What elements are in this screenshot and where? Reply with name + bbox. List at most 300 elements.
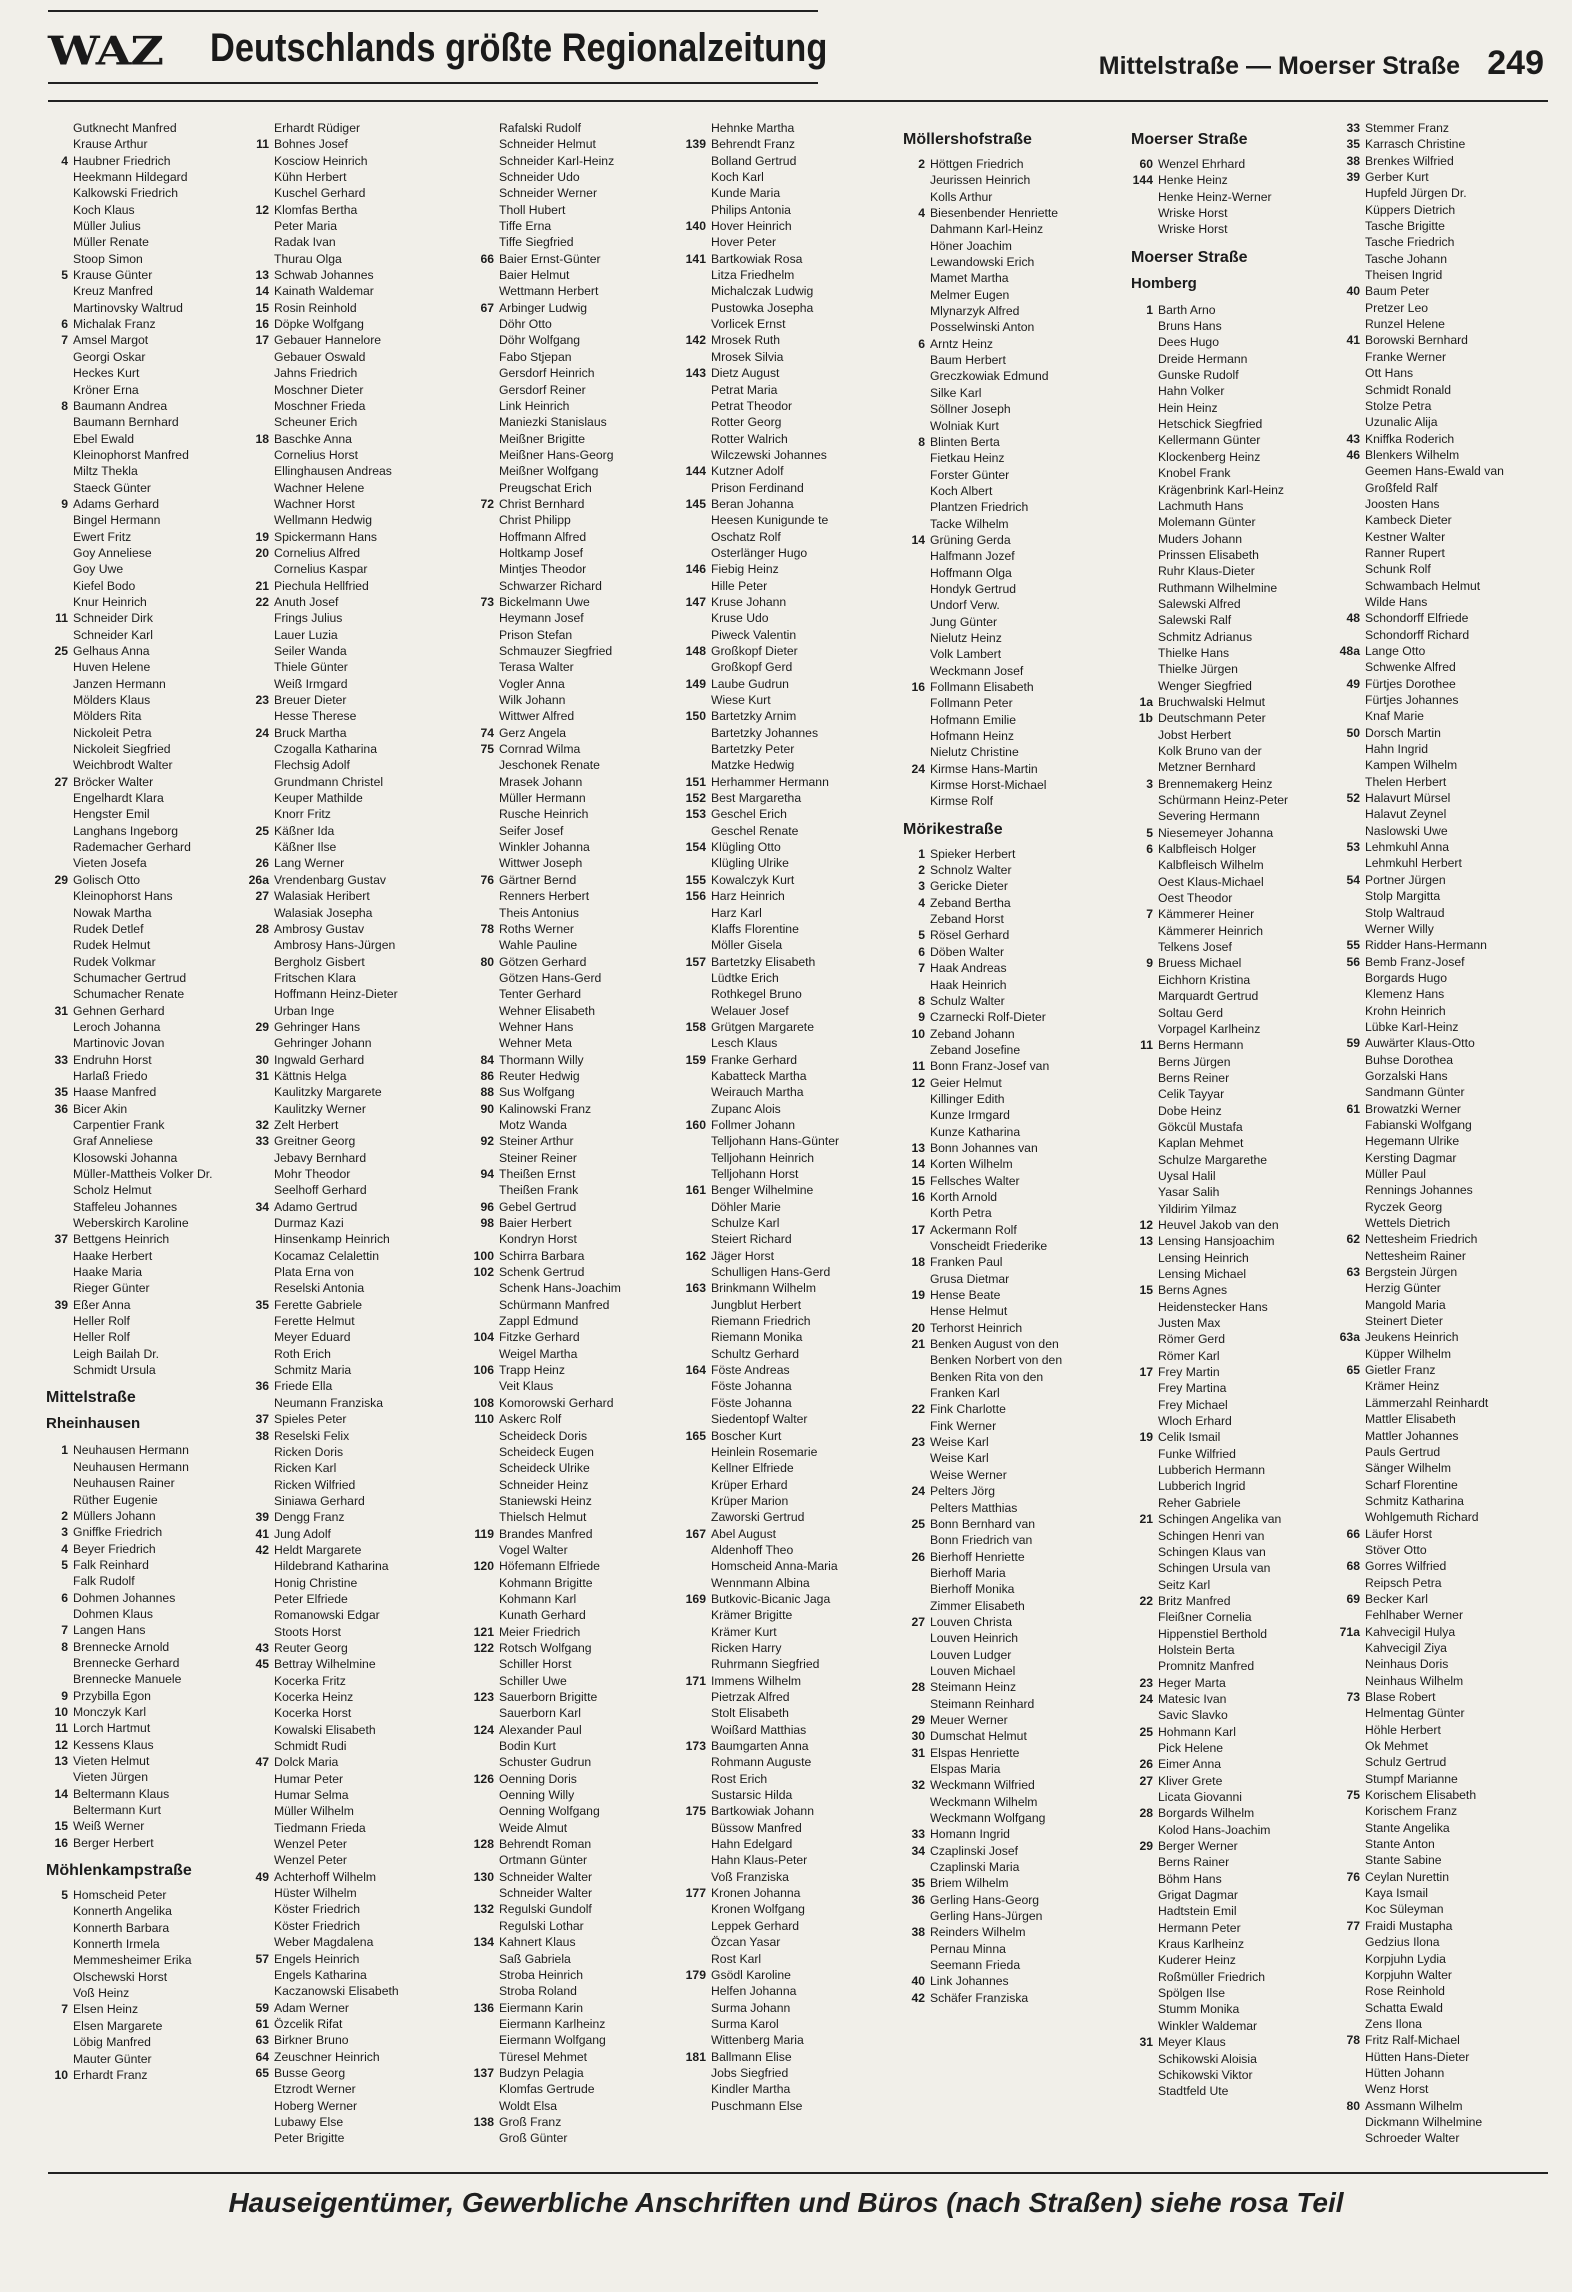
directory-entry	[1131, 988, 1288, 1004]
resident-name: Hüster Wilhelm	[274, 1886, 357, 1901]
resident-name: Gericke Dieter	[930, 879, 1008, 894]
house-number: 33	[1346, 121, 1360, 135]
directory-entry	[472, 708, 621, 724]
directory-entry	[472, 1509, 621, 1525]
directory-entry	[472, 300, 621, 316]
resident-name: Bettray Wilhelmine	[274, 1657, 376, 1672]
directory-entry	[903, 878, 1062, 894]
directory-entry	[247, 1934, 399, 1950]
resident-name: Hoffmann Alfred	[499, 529, 587, 544]
resident-name: Fabianski Wolfgang	[1365, 1117, 1472, 1132]
directory-entry	[1131, 939, 1288, 955]
resident-name: Hondyk Gertrud	[930, 581, 1017, 596]
directory-entry	[472, 1803, 621, 1819]
resident-name: Kuderer Heinz	[1158, 1953, 1236, 1968]
directory-entry	[46, 1818, 213, 1834]
resident-name: Krause Günter	[73, 268, 153, 283]
resident-name: Rotter Walrich	[711, 431, 788, 446]
resident-name: Haase Manfred	[73, 1085, 157, 1100]
resident-name: Stumm Monika	[1158, 2002, 1240, 2017]
house-number: 155	[685, 872, 706, 887]
resident-name: Staniewski Heinz	[499, 1493, 592, 1508]
directory-entry	[1338, 1820, 1504, 1836]
resident-name: Metzner Bernhard	[1158, 760, 1256, 775]
directory-entry	[46, 1655, 213, 1671]
resident-name: Fehlhaber Werner	[1365, 1608, 1463, 1623]
directory-entry	[247, 1264, 399, 1280]
waz-logo: WAZ	[48, 28, 163, 74]
house-number: 140	[685, 219, 706, 234]
resident-name: Bonn Friedrich van	[930, 1533, 1033, 1548]
directory-entry	[903, 1467, 1062, 1483]
directory-entry	[1131, 923, 1288, 939]
house-number: 73	[1346, 1690, 1360, 1704]
directory-entry	[684, 1150, 839, 1166]
house-number: 24	[911, 1484, 925, 1499]
directory-entry	[247, 300, 399, 316]
directory-entry	[247, 1003, 399, 1019]
resident-name: Thielke Hans	[1158, 645, 1230, 660]
resident-name: Prison Stefan	[499, 627, 573, 642]
resident-name: Sustarsic Hilda	[711, 1788, 793, 1803]
resident-name: Roth Erich	[274, 1346, 331, 1361]
directory-entry	[1131, 172, 1288, 188]
house-number: 43	[255, 1640, 269, 1655]
resident-name: Boscher Kurt	[711, 1428, 782, 1443]
directory-entry	[1338, 774, 1504, 790]
directory-entry	[1338, 757, 1504, 773]
house-number: 30	[255, 1052, 269, 1067]
directory-entry	[247, 855, 399, 871]
directory-entry	[472, 1493, 621, 1509]
resident-name: Vorlicek Ernst	[711, 317, 786, 332]
directory-entry	[903, 1973, 1062, 1989]
directory-entry	[1338, 1101, 1504, 1117]
resident-name: Knobel Frank	[1158, 466, 1231, 481]
directory-entry	[684, 905, 839, 921]
directory-entry	[472, 1297, 621, 1313]
resident-name: Franken Paul	[930, 1255, 1003, 1270]
resident-name: Ackermann Rolf	[930, 1222, 1017, 1237]
resident-name: Kronen Johanna	[711, 1886, 801, 1901]
resident-name: Kolls Arthur	[930, 189, 993, 204]
resident-name: Schmitz Katharina	[1365, 1493, 1464, 1508]
directory-entry	[903, 1581, 1062, 1597]
house-number: 171	[685, 1673, 706, 1688]
resident-name: Fritschen Klara	[274, 970, 356, 985]
directory-entry	[1131, 1756, 1288, 1772]
resident-name: Konnerth Barbara	[73, 1920, 170, 1935]
directory-entry	[472, 1084, 621, 1100]
directory-entry	[903, 156, 1062, 172]
resident-name: Schneider Udo	[499, 170, 580, 185]
house-number: 4	[918, 895, 925, 910]
resident-name: Theißen Ernst	[499, 1167, 576, 1181]
house-number: 75	[480, 742, 494, 757]
directory-entry	[684, 823, 839, 839]
resident-name: Romanowski Edgar	[274, 1608, 380, 1623]
directory-entry	[903, 1761, 1062, 1777]
resident-name: Ricken Karl	[274, 1461, 337, 1476]
resident-name: Amsel Margot	[73, 333, 149, 348]
house-number: 34	[255, 1199, 269, 1214]
resident-name: Hahn Volker	[1158, 384, 1225, 399]
directory-entry	[903, 319, 1062, 335]
resident-name: Steimann Heinz	[930, 1680, 1017, 1695]
directory-entry	[903, 1843, 1062, 1859]
directory-entry	[684, 806, 839, 822]
house-number: 10	[54, 1704, 68, 1719]
house-number: 6	[61, 317, 68, 332]
directory-entry	[903, 1058, 1062, 1074]
resident-name: Krause Arthur	[73, 137, 148, 152]
directory-entry	[903, 516, 1062, 532]
resident-name: Gebauer Oswald	[274, 349, 366, 364]
directory-entry	[1131, 1854, 1288, 1870]
resident-name: Sauerborn Karl	[499, 1706, 581, 1721]
directory-entry	[472, 1166, 621, 1182]
directory-entry	[1338, 1738, 1504, 1754]
directory-entry	[46, 136, 213, 152]
directory-entry	[1338, 447, 1504, 463]
resident-name: Kestner Walter	[1365, 529, 1446, 544]
resident-name: Kocerka Heinz	[274, 1690, 354, 1704]
directory-entry	[247, 643, 399, 659]
directory-entry	[46, 1166, 213, 1182]
directory-entry	[247, 1542, 399, 1558]
resident-name: Stante Angelika	[1365, 1820, 1450, 1835]
resident-name: Kaulitzky Werner	[274, 1101, 366, 1116]
directory-entry	[903, 336, 1062, 352]
directory-entry	[684, 578, 839, 594]
house-number: 40	[911, 1974, 925, 1989]
directory-entry	[247, 1231, 399, 1247]
house-number: 33	[255, 1134, 269, 1149]
resident-name: Wettels Dietrich	[1365, 1216, 1451, 1231]
directory-entry	[1131, 1152, 1288, 1168]
directory-entry	[472, 1983, 621, 1999]
resident-name: Anuth Josef	[274, 594, 339, 609]
directory-entry	[1338, 659, 1504, 675]
resident-name: Nielutz Heinz	[930, 630, 1002, 645]
resident-name: Spickermann Hans	[274, 529, 377, 544]
resident-name: Hütten Hans-Dieter	[1365, 2049, 1470, 2064]
resident-name: Eiermann Karin	[499, 2000, 583, 2015]
resident-name: Korten Wilhelm	[930, 1157, 1013, 1172]
directory-entry	[1338, 283, 1504, 299]
house-number: 132	[473, 1902, 494, 1917]
directory-entry	[684, 1248, 839, 1264]
directory-entry	[903, 287, 1062, 303]
resident-name: Schneider Heinz	[499, 1477, 589, 1492]
directory-entry	[247, 839, 399, 855]
resident-name: Klosowski Johanna	[73, 1150, 178, 1165]
resident-name: Breuer Dieter	[274, 693, 347, 708]
directory-column-6	[1131, 120, 1288, 2100]
resident-name: Veit Klaus	[499, 1379, 554, 1394]
resident-name: Osterlänger Hugo	[711, 545, 808, 560]
resident-name: Durmaz Kazi	[274, 1216, 344, 1231]
resident-name: Mohr Theodor	[274, 1167, 351, 1181]
resident-name: Vogel Walter	[499, 1542, 568, 1557]
resident-name: Ambrosy Gustav	[274, 921, 365, 936]
resident-name: Killinger Edith	[930, 1091, 1005, 1106]
house-number: 15	[1139, 1283, 1153, 1298]
house-number: 1b	[1138, 711, 1153, 726]
directory-entry	[684, 512, 839, 528]
house-number: 25	[911, 1516, 925, 1531]
directory-entry	[903, 1173, 1062, 1189]
directory-entry	[903, 862, 1062, 878]
resident-name: Schmitz Maria	[274, 1363, 352, 1378]
resident-name: Krägenbrink Karl-Heinz	[1158, 482, 1284, 497]
directory-entry	[903, 254, 1062, 270]
resident-name: Eichhorn Kristina	[1158, 972, 1251, 987]
directory-entry	[1338, 1836, 1504, 1852]
resident-name: Immens Wilhelm	[711, 1673, 802, 1688]
directory-entry	[1338, 1542, 1504, 1558]
directory-entry	[1338, 594, 1504, 610]
directory-entry	[903, 172, 1062, 188]
directory-entry	[684, 1901, 839, 1917]
resident-name: Weber Magdalena	[274, 1935, 374, 1950]
directory-entry	[684, 365, 839, 381]
house-number: 73	[480, 594, 494, 609]
resident-name: Peter Maria	[274, 219, 337, 234]
house-number: 20	[911, 1320, 925, 1335]
resident-name: Kniffka Roderich	[1365, 431, 1455, 446]
resident-name: Aldenhoff Theo	[711, 1542, 794, 1557]
house-number: 49	[255, 1869, 269, 1884]
resident-name: Homscheid Peter	[73, 1888, 167, 1903]
resident-name: Askerc Rolf	[499, 1412, 562, 1427]
resident-name: Lensing Michael	[1158, 1267, 1247, 1281]
directory-entry	[684, 316, 839, 332]
directory-entry	[247, 1705, 399, 1721]
directory-entry	[903, 483, 1062, 499]
directory-entry	[472, 1460, 621, 1476]
house-number: 122	[473, 1640, 494, 1655]
house-number: 71a	[1339, 1624, 1360, 1639]
directory-entry	[46, 937, 213, 953]
directory-entry	[1338, 1150, 1504, 1166]
resident-name: Terhorst Heinrich	[930, 1320, 1023, 1335]
resident-name: Cornelius Alfred	[274, 545, 361, 560]
directory-entry	[1131, 1429, 1288, 1445]
resident-name: Lehmkuhl Anna	[1365, 840, 1450, 855]
directory-entry	[684, 283, 839, 299]
directory-entry	[1131, 694, 1288, 710]
house-number: 63	[255, 2033, 269, 2048]
directory-entry	[1338, 1215, 1504, 1231]
house-number: 42	[255, 1542, 269, 1557]
resident-name: Martinovic Jovan	[73, 1036, 165, 1051]
resident-name: Baier Herbert	[499, 1216, 572, 1231]
directory-entry	[1131, 1331, 1288, 1347]
resident-name: Meier Friedrich	[499, 1624, 581, 1639]
resident-name: Georgi Oskar	[73, 349, 146, 364]
resident-name: Czaplinski Josef	[930, 1843, 1019, 1858]
directory-entry	[1131, 1528, 1288, 1544]
resident-name: Regulski Gundolf	[499, 1902, 592, 1917]
directory-entry	[247, 921, 399, 937]
directory-entry	[1131, 1086, 1288, 1102]
house-number: 130	[473, 1869, 494, 1884]
resident-name: Surma Karol	[711, 2016, 779, 2031]
directory-entry	[46, 1459, 213, 1475]
directory-entry	[247, 1477, 399, 1493]
house-number: 7	[61, 333, 68, 348]
directory-entry	[1131, 1577, 1288, 1593]
house-number: 27	[1139, 1773, 1153, 1788]
resident-name: Kellner Elfriede	[711, 1461, 794, 1476]
directory-entry	[903, 1679, 1062, 1695]
directory-entry	[472, 136, 621, 152]
resident-name: Wehner Elisabeth	[499, 1003, 595, 1018]
directory-entry	[1131, 776, 1288, 792]
directory-entry	[247, 954, 399, 970]
house-number: 156	[685, 889, 706, 904]
directory-entry	[903, 499, 1062, 515]
resident-name: Surma Johann	[711, 2000, 791, 2015]
directory-entry	[1131, 759, 1288, 775]
resident-name: Hupfeld Jürgen Dr.	[1365, 186, 1467, 201]
resident-name: Gunske Rudolf	[1158, 368, 1239, 383]
resident-name: Petrat Maria	[711, 382, 778, 397]
house-number: 27	[54, 774, 68, 789]
resident-name: Stolp Waltraud	[1365, 905, 1445, 920]
directory-entry	[1338, 153, 1504, 169]
resident-name: Kirmse Hans-Martin	[930, 761, 1038, 776]
directory-entry	[472, 1656, 621, 1672]
directory-entry	[1131, 1903, 1288, 1919]
resident-name: Mauter Günter	[73, 2051, 152, 2066]
directory-entry	[46, 921, 213, 937]
directory-entry	[684, 1003, 839, 1019]
resident-name: Mattler Elisabeth	[1365, 1412, 1456, 1427]
resident-name: Schingen Ursula van	[1158, 1561, 1271, 1576]
directory-entry	[1338, 2065, 1504, 2081]
house-number: 181	[685, 2049, 706, 2064]
resident-name: Abel August	[711, 1526, 777, 1541]
directory-entry	[1338, 431, 1504, 447]
directory-entry	[903, 1483, 1062, 1499]
resident-name: Jobst Herbert	[1158, 727, 1232, 742]
resident-name: Heymann Josef	[499, 611, 584, 626]
directory-entry	[247, 1885, 399, 1901]
house-number: 23	[911, 1435, 925, 1450]
resident-name: Koch Klaus	[73, 202, 135, 217]
house-number: 154	[685, 840, 706, 855]
directory-entry	[472, 1558, 621, 1574]
resident-name: Mlynarzyk Alfred	[930, 304, 1020, 319]
directory-entry	[472, 1052, 621, 1068]
directory-entry	[472, 1624, 621, 1640]
directory-entry	[472, 1705, 621, 1721]
resident-name: Kirmse Horst-Michael	[930, 778, 1047, 793]
directory-entry	[247, 1656, 399, 1672]
resident-name: Yasar Salih	[1158, 1185, 1220, 1200]
directory-entry	[1131, 1691, 1288, 1707]
resident-name: Neuhausen Rainer	[73, 1476, 175, 1491]
house-number: 19	[1139, 1430, 1153, 1445]
house-number: 33	[911, 1827, 925, 1842]
directory-entry	[247, 578, 399, 594]
directory-entry	[684, 937, 839, 953]
resident-name: Yildirim Yilmaz	[1158, 1201, 1237, 1216]
street-heading: Moerser Straße	[1131, 131, 1248, 148]
resident-name: Korischem Elisabeth	[1365, 1788, 1477, 1803]
directory-entry	[46, 1231, 213, 1247]
directory-entry	[903, 1222, 1062, 1238]
resident-name: Bohnes Josef	[274, 137, 348, 152]
directory-entry	[1338, 1411, 1504, 1427]
directory-entry	[1338, 1068, 1504, 1084]
directory-entry	[46, 185, 213, 201]
resident-name: Hover Heinrich	[711, 219, 792, 234]
resident-name: Brennemakerg Heinz	[1158, 776, 1273, 791]
resident-name: Motz Wanda	[499, 1117, 567, 1132]
directory-entry	[46, 1969, 213, 1985]
resident-name: Schenk Hans-Joachim	[499, 1281, 621, 1296]
resident-name: Pelters Matthias	[930, 1500, 1018, 1515]
resident-name: Weiß Irmgard	[274, 676, 348, 691]
resident-name: Vonscheidt Friederike	[930, 1239, 1048, 1253]
directory-entry	[1338, 414, 1504, 430]
directory-entry	[684, 2065, 839, 2081]
resident-name: Müller Renate	[73, 235, 149, 250]
resident-name: Rudek Helmut	[73, 938, 151, 953]
house-number: 143	[685, 366, 706, 381]
resident-name: Wilczewski Johannes	[711, 447, 827, 462]
house-number: 21	[1139, 1512, 1153, 1527]
resident-name: Wennmann Albina	[711, 1575, 810, 1590]
resident-name: Wenz Horst	[1365, 2082, 1429, 2097]
directory-entry	[684, 480, 839, 496]
directory-entry	[1338, 1787, 1504, 1803]
resident-name: Roths Werner	[499, 921, 574, 936]
directory-entry	[903, 895, 1062, 911]
resident-name: Neuhausen Hermann	[73, 1459, 189, 1474]
directory-entry	[684, 1428, 839, 1444]
resident-name: Hadtstein Emil	[1158, 1904, 1237, 1919]
resident-name: Rost Karl	[711, 1951, 762, 1966]
resident-name: Oest Klaus-Michael	[1158, 874, 1264, 889]
resident-name: Kainath Waldemar	[274, 284, 374, 299]
house-number: 2	[918, 863, 925, 878]
directory-entry	[1131, 1609, 1288, 1625]
house-number: 43	[1346, 431, 1360, 446]
resident-name: Erhardt Franz	[73, 2067, 148, 2082]
house-number: 46	[1346, 447, 1360, 462]
directory-entry	[46, 316, 213, 332]
directory-entry	[46, 1606, 213, 1622]
directory-entry	[1338, 512, 1504, 528]
directory-entry	[472, 414, 621, 430]
resident-name: Neinhaus Wilhelm	[1365, 1673, 1464, 1688]
resident-name: Kohmann Karl	[499, 1591, 577, 1606]
resident-name: Carpentier Frank	[73, 1117, 165, 1132]
resident-name: Adamo Gertrud	[274, 1199, 358, 1214]
resident-name: Salewski Ralf	[1158, 613, 1232, 628]
directory-entry	[46, 986, 213, 1002]
house-number: 141	[685, 251, 706, 266]
directory-entry	[472, 1411, 621, 1427]
directory-entry	[472, 529, 621, 545]
directory-entry	[1131, 1233, 1288, 1249]
directory-entry	[1131, 1626, 1288, 1642]
house-number: 38	[255, 1428, 269, 1443]
